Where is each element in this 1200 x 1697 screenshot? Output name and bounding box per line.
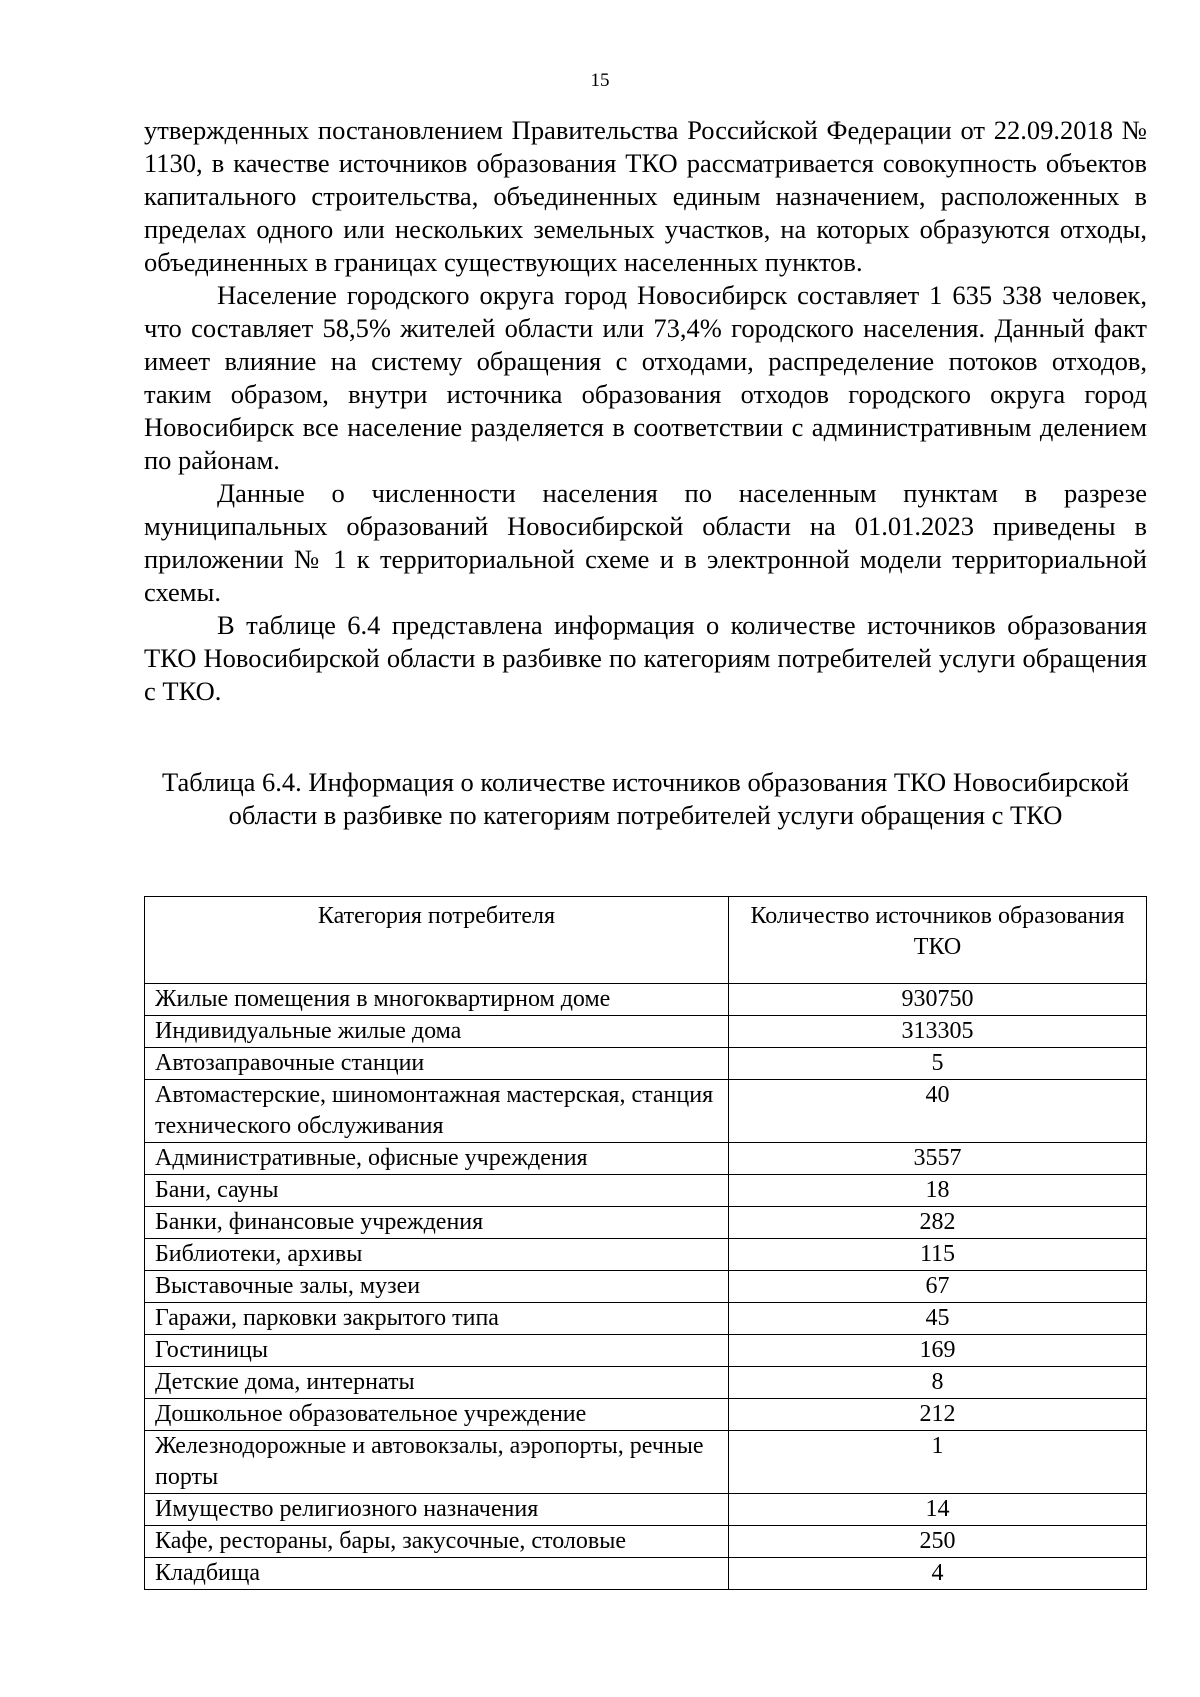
table-body [145, 984, 1147, 1590]
category-cell: Кладбища [145, 1558, 729, 1590]
page-number: 15 [590, 70, 610, 91]
count-cell: 45 [729, 1303, 1147, 1335]
body-text [144, 114, 1147, 708]
count-cell: 313305 [729, 1016, 1147, 1048]
category-cell: Автомастерские, шиномонтажная мастерская, станция технического обслуживания [145, 1080, 729, 1143]
column-header-count: Количество источников образования ТКО [729, 897, 1147, 984]
table-row [145, 1016, 1147, 1048]
category-cell: Выставочные залы, музеи [145, 1271, 729, 1303]
table-row [145, 1367, 1147, 1399]
category-cell: Железнодорожные и автовокзалы, аэропорты, речные порты [145, 1431, 729, 1494]
category-cell: Дошкольное образовательное учреждение [145, 1399, 729, 1431]
count-cell: 8 [729, 1367, 1147, 1399]
count-cell: 3557 [729, 1143, 1147, 1175]
category-cell: Кафе, рестораны, бары, закусочные, столовые [145, 1526, 729, 1558]
column-header-category: Категория потребителя [145, 897, 729, 984]
table-row [145, 1399, 1147, 1431]
table-row [145, 984, 1147, 1016]
table-row [145, 1303, 1147, 1335]
table-row [145, 1431, 1147, 1494]
count-cell: 115 [729, 1239, 1147, 1271]
category-cell: Имущество религиозного назначения [145, 1494, 729, 1526]
category-cell: Библиотеки, архивы [145, 1239, 729, 1271]
category-cell: Административные, офисные учреждения [145, 1143, 729, 1175]
count-cell: 1 [729, 1431, 1147, 1494]
count-cell: 14 [729, 1494, 1147, 1526]
table-row [145, 1494, 1147, 1526]
table-row [145, 1526, 1147, 1558]
count-cell: 18 [729, 1175, 1147, 1207]
table-row [145, 1143, 1147, 1175]
category-cell: Банки, финансовые учреждения [145, 1207, 729, 1239]
category-cell: Жилые помещения в многоквартирном доме [145, 984, 729, 1016]
paragraph: утвержденных постановлением Правительства Российской Федерации от 22.09.2018 № 1130, в качестве источников образования ТКО рассматривается совокупность объектов капитального строительства, объединенных единым назначением, расположенных в пределах одного или нескольких земельных участков, на которых образуются отходы, объединенных в границах существующих населенных пунктов. [144, 115, 1147, 277]
consumer-sources-table [144, 896, 1147, 1590]
category-cell: Бани, сауны [145, 1175, 729, 1207]
table-row [145, 1175, 1147, 1207]
count-cell: 40 [729, 1080, 1147, 1143]
paragraph: Данные о численности населения по населенным пунктам в разрезе муниципальных образований Новосибирской области на 01.01.2023 приведены в приложении № 1 к территориальной схеме и в электронной модели территориальной схемы. [144, 478, 1147, 607]
count-cell: 282 [729, 1207, 1147, 1239]
category-cell: Индивидуальные жилые дома [145, 1016, 729, 1048]
table-row [145, 1239, 1147, 1271]
table-row [145, 1207, 1147, 1239]
table-row [145, 1335, 1147, 1367]
table-caption: Таблица 6.4. Информация о количестве источников образования ТКО Новосибирской области в разбивке по категориям потребителей услуги обращения с ТКО [161, 767, 1130, 830]
category-cell: Автозаправочные станции [145, 1048, 729, 1080]
count-cell: 169 [729, 1335, 1147, 1367]
count-cell: 67 [729, 1271, 1147, 1303]
table-header-row [145, 897, 1147, 984]
table-row [145, 1080, 1147, 1143]
table-row [145, 1271, 1147, 1303]
category-cell: Детские дома, интернаты [145, 1367, 729, 1399]
table-row [145, 1558, 1147, 1590]
count-cell: 250 [729, 1526, 1147, 1558]
count-cell: 5 [729, 1048, 1147, 1080]
paragraph: В таблице 6.4 представлена информация о количестве источников образования ТКО Новосибирской области в разбивке по категориям потребителей услуги обращения с ТКО. [144, 610, 1147, 706]
count-cell: 930750 [729, 984, 1147, 1016]
category-cell: Гаражи, парковки закрытого типа [145, 1303, 729, 1335]
count-cell: 4 [729, 1558, 1147, 1590]
table-row [145, 1048, 1147, 1080]
category-cell: Гостиницы [145, 1335, 729, 1367]
paragraph: Население городского округа город Новосибирск составляет 1 635 338 человек, что составляет 58,5% жителей области или 73,4% городского населения. Данный факт имеет влияние на систему обращения с отходами, распределение потоков отходов, таким образом, внутри источника образования отходов городского округа город Новосибирск все население разделяется в соответствии с административным делением по районам. [144, 280, 1147, 475]
count-cell: 212 [729, 1399, 1147, 1431]
